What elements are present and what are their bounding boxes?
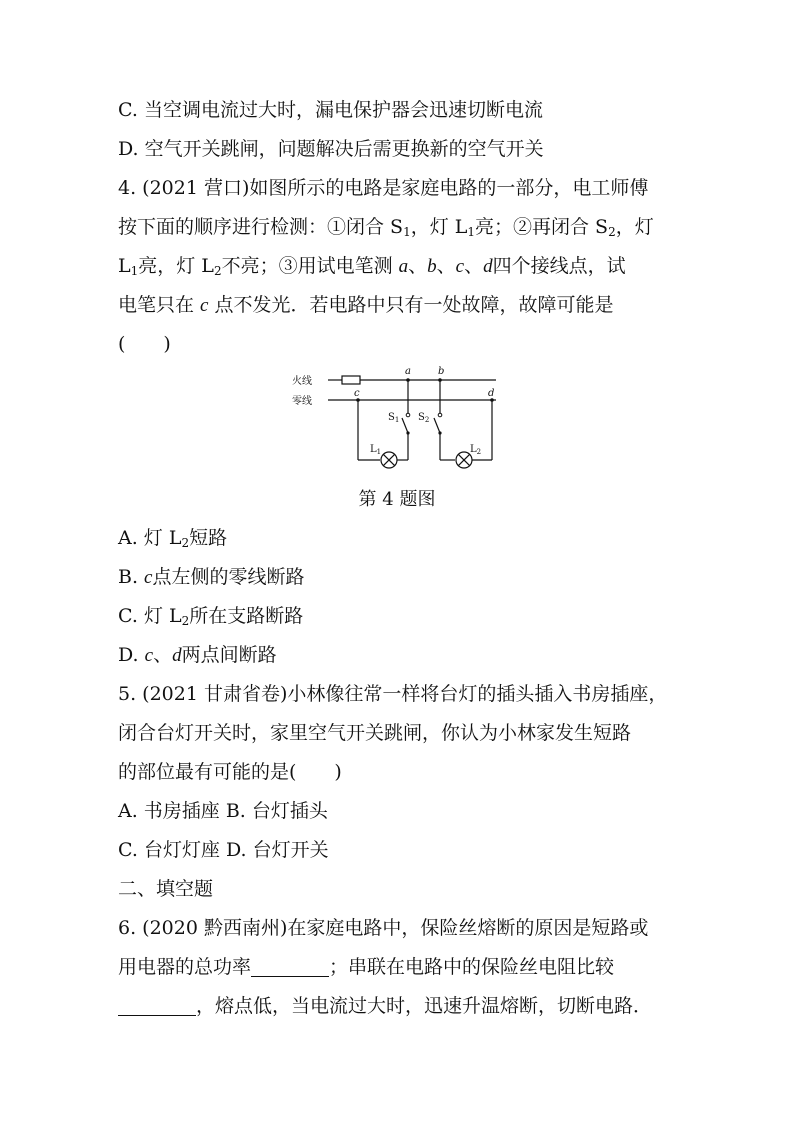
circuit-diagram (290, 362, 510, 478)
text: 两点间断路 (181, 644, 277, 666)
text: 、 (436, 255, 456, 277)
fuse (342, 376, 360, 384)
text: D. 空气开关跳闸，问题解决后需更换新的空气开关 (118, 138, 544, 160)
text: ( ) (118, 333, 171, 355)
point-a-label: a (405, 366, 411, 377)
question-4-line-3 (118, 254, 626, 279)
question-6-line-3 (118, 994, 652, 1018)
lamp-l2-label: $L_2$ (470, 444, 482, 456)
question-5-line-2 (118, 721, 631, 745)
text: 、 (408, 255, 428, 277)
text: 、 (153, 644, 173, 666)
text: 点不发光．若电路中只有一处故障，故障可能是 (208, 294, 614, 316)
node-b (438, 378, 442, 382)
question-4-line-4 (118, 293, 614, 318)
italic-var: d (172, 645, 182, 666)
text: 点左侧的零线断路 (152, 566, 305, 588)
italic-var: c (200, 295, 209, 316)
question-5-line-3 (118, 760, 342, 784)
figure-caption: 第 4 题图 (358, 489, 436, 510)
text: 二、填空题 (118, 878, 214, 900)
question-5-line-1 (118, 682, 667, 706)
italic-var: c (455, 256, 465, 277)
text: C. 灯 L (118, 605, 182, 627)
node-a (406, 378, 410, 382)
question-4-option-a (118, 526, 227, 550)
text: 6. (2020 黔西南州)在家庭电路中，保险丝熔断的原因是短路或 (118, 917, 649, 939)
question-5-options-ab (118, 799, 328, 823)
question-5-options-cd (118, 838, 329, 862)
fire-wire-label: 火线 (292, 376, 312, 387)
text: L (118, 255, 131, 277)
subscript: 2 (608, 225, 616, 239)
point-c-label: c (354, 388, 360, 399)
italic-var: c (144, 645, 154, 666)
option-d-prev (118, 137, 544, 161)
question-4-option-c (118, 604, 303, 628)
text: 所在支路断路 (189, 605, 304, 627)
text: 闭合台灯开关时，家里空气开关跳闸，你认为小林家发生短路 (118, 722, 632, 744)
subscript: 1 (467, 225, 476, 239)
subscript: 1 (130, 264, 139, 278)
text: ，灯 L (410, 216, 468, 238)
switch-s1-label: $S_1$ (388, 412, 400, 424)
question-4-line-2 (118, 215, 654, 239)
point-d-label: d (488, 388, 495, 399)
section-heading-fill-in (118, 877, 213, 901)
text: 电笔只在 (118, 294, 201, 316)
answer-blank-1[interactable] (251, 956, 329, 977)
text: 亮；②再闭合 S (475, 216, 609, 238)
switch-s2-label: $S_2$ (418, 412, 430, 424)
text: ，熔点低，当电流过大时，迅速升温熔断，切断电路． (196, 995, 653, 1017)
lamp-l1-label: $L_1$ (370, 444, 382, 456)
neutral-wire-label: 零线 (292, 396, 312, 407)
question-4-line-1 (118, 176, 648, 200)
question-6-line-2 (118, 955, 614, 979)
text: 按下面的顺序进行检测：①闭合 S (118, 216, 404, 238)
italic-var: b (427, 256, 437, 277)
text: 不亮；③用试电笔测 (221, 255, 399, 277)
text: 的部位最有可能的是( ) (118, 761, 342, 783)
question-4-option-d (118, 643, 277, 668)
text: A. 书房插座 B. 台灯插头 (118, 800, 328, 822)
switch-s1-blade (402, 418, 408, 433)
text: 5. (2021 甘肃省卷)小林像往常一样将台灯的插头插入书房插座， (118, 683, 668, 705)
subscript: 2 (181, 614, 190, 628)
question-4-answer-paren (118, 332, 171, 356)
subscript: 2 (181, 536, 190, 550)
answer-blank-2[interactable] (118, 995, 196, 1016)
text: ，灯 (615, 216, 654, 238)
text: A. 灯 L (118, 527, 182, 549)
subscript: 2 (213, 264, 222, 278)
switch-s2-blade (434, 418, 440, 433)
italic-var: d (483, 256, 493, 277)
text: D. (118, 644, 145, 666)
italic-var: a (398, 256, 409, 277)
text: B. (118, 566, 145, 588)
text: C. 台灯灯座 D. 台灯开关 (118, 839, 329, 861)
subscript: 1 (403, 225, 411, 239)
italic-var: c (144, 567, 153, 588)
text: 短路 (189, 527, 228, 549)
text: 亮，灯 L (138, 255, 214, 277)
question-6-line-1 (118, 916, 648, 940)
text: 四个接线点，试 (492, 255, 626, 277)
point-b-label: b (438, 366, 445, 377)
question-4-option-b (118, 565, 305, 590)
text: ；串联在电路中的保险丝电阻比较 (329, 956, 615, 978)
option-c-prev (118, 98, 543, 122)
text: 4. (2021 营口)如图所示的电路是家庭电路的一部分，电工师傅 (118, 177, 649, 199)
text: 、 (464, 255, 484, 277)
text: 用电器的总功率 (118, 956, 252, 978)
text: C. 当空调电流过大时，漏电保护器会迅速切断电流 (118, 99, 543, 121)
